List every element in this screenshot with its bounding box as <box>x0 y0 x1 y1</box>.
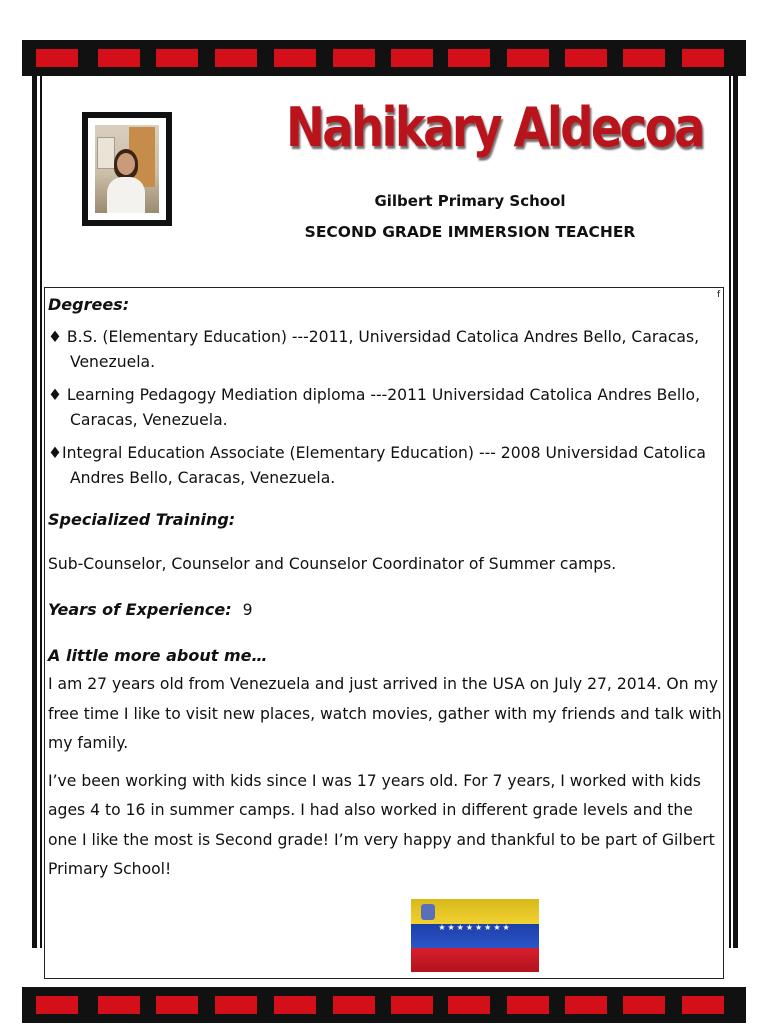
degree-item: ♦ Learning Pedagogy Mediation diploma ---2011 Universidad Catolica Andres Bello, Caracas, Venezuela. <box>48 386 701 429</box>
about-paragraph: I am 27 years old from Venezuela and just arrived in the USA on July 27, 2014. On my free time I like to visit new places, watch movies, gather with my friends and talk with my family. <box>48 675 722 752</box>
venezuela-flag-image <box>411 899 539 972</box>
border-red-block <box>448 996 490 1014</box>
border-red-block <box>98 996 140 1014</box>
degree-item: ♦ B.S. (Elementary Education) ---2011, Universidad Catolica Andres Bello, Caracas, Venezuela. <box>48 328 700 371</box>
school-name: Gilbert Primary School <box>374 192 566 210</box>
degrees-heading: Degrees: <box>48 295 130 314</box>
about-heading: A little more about me… <box>48 646 268 665</box>
border-red-block <box>98 49 140 67</box>
border-red-block <box>274 49 316 67</box>
border-red-block <box>448 49 490 67</box>
border-red-block <box>215 996 257 1014</box>
border-red-block <box>565 49 607 67</box>
teacher-role: SECOND GRADE IMMERSION TEACHER <box>304 223 636 241</box>
border-red-block <box>156 49 198 67</box>
border-red-block <box>623 49 665 67</box>
page-title: Nahikary Aldecoa <box>286 96 703 159</box>
experience-value: 9 <box>242 601 253 619</box>
border-red-block <box>507 996 549 1014</box>
stray-mark: f <box>717 290 721 300</box>
stars-icon: ★★★★★★★★ <box>438 923 512 932</box>
border-red-block <box>333 996 375 1014</box>
experience-heading: Years of Experience: <box>48 600 232 619</box>
profile-content <box>48 292 724 885</box>
border-red-block <box>36 49 78 67</box>
border-red-block <box>333 49 375 67</box>
border-red-block <box>565 996 607 1014</box>
experience-line <box>48 597 724 623</box>
border-red-block <box>391 996 433 1014</box>
border-red-block <box>274 996 316 1014</box>
border-red-block <box>36 996 78 1014</box>
border-red-block <box>682 996 724 1014</box>
border-red-block <box>391 49 433 67</box>
border-red-block <box>682 49 724 67</box>
training-heading: Specialized Training: <box>48 510 236 529</box>
training-text: Sub-Counselor, Counselor and Counselor Coordinator of Summer camps. <box>48 555 617 573</box>
about-paragraph: I’ve been working with kids since I was 17 years old. For 7 years, I worked with kids ages 4 to 16 in summer camps. I had also worked in different grade levels and the one I like the most is Second grade! I’m very happy and thankful to be part of Gilbert Primary School! <box>48 771 715 878</box>
border-red-block <box>215 49 257 67</box>
bottom-border-band <box>22 987 746 1023</box>
degree-item: ♦Integral Education Associate (Elementary Education) --- 2008 Universidad Catolica Andres Bello, Caracas, Venezuela. <box>48 444 706 487</box>
top-border-band <box>22 40 746 76</box>
border-red-block <box>623 996 665 1014</box>
border-red-block <box>507 49 549 67</box>
border-red-block <box>156 996 198 1014</box>
coat-of-arms-icon <box>421 904 435 920</box>
